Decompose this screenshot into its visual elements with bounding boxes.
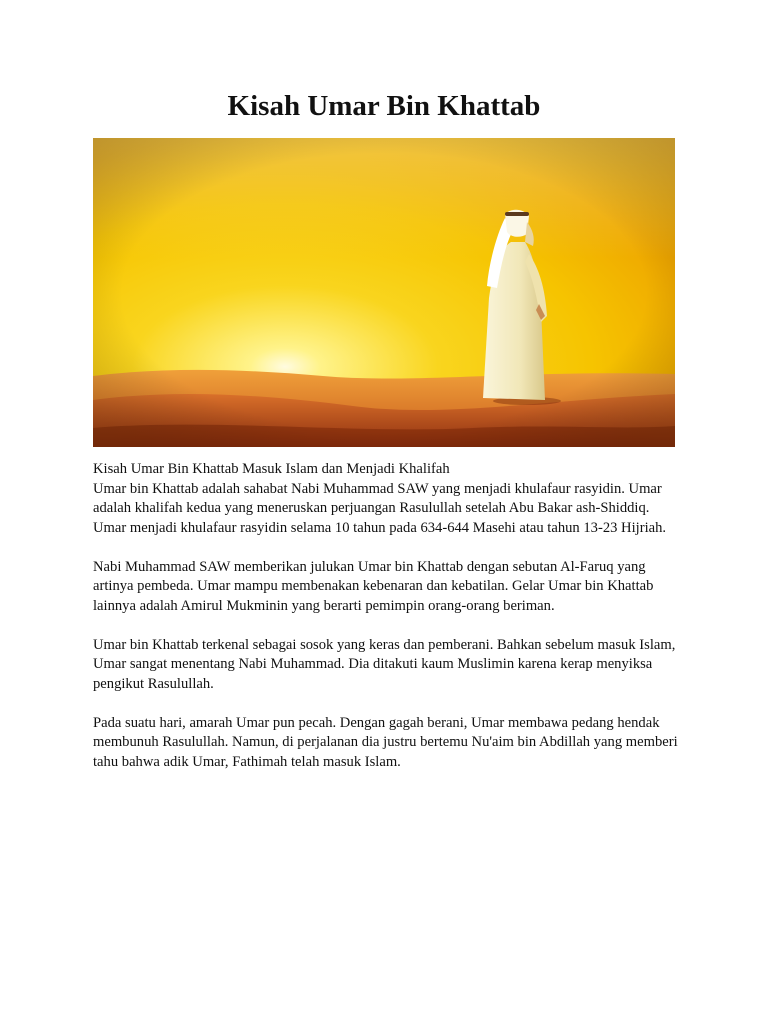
paragraph-3: Umar bin Khattab terkenal sebagai sosok yang keras dan pemberani. Bahkan sebelum masuk Islam, Umar sangat menentang Nabi Muhammad. Dia ditakuti kaum Muslimin karena kerap menyiksa pengikut Rasulullah. bbox=[93, 636, 676, 692]
article-subheading: Kisah Umar Bin Khattab Masuk Islam dan Menjadi Khalifah bbox=[93, 461, 450, 477]
paragraph-1: Umar bin Khattab adalah sahabat Nabi Muhammad SAW yang menjadi khulafaur rasyidin. Umar adalah khalifah kedua yang meneruskan perjuangan Rasulullah setelah Abu Bakar ash-Shiddiq. Umar menjadi khulafaur rasyidin selama 10 tahun pada 634-644 Masehi atau tahun 13-23 Hijriah. bbox=[93, 480, 667, 536]
article-body bbox=[93, 460, 683, 792]
document-title: Kisah Umar Bin Khattab bbox=[227, 90, 541, 122]
paragraph-2: Nabi Muhammad SAW memberikan julukan Umar bin Khattab dengan sebutan Al-Faruq yang artinya pembeda. Umar mampu membenakan kebenaran dan kebatilan. Gelar Umar bin Khattab lainnya adalah Amirul Mukminin yang berarti pemimpin orang-orang beriman. bbox=[93, 558, 654, 614]
desert-sunset-illustration bbox=[93, 138, 675, 447]
hero-image bbox=[93, 138, 675, 447]
paragraph-4: Pada suatu hari, amarah Umar pun pecah. Dengan gagah berani, Umar membawa pedang hendak membunuh Rasulullah. Namun, di perjalanan dia justru bertemu Nu'aim bin Abdillah yang memberi tahu bahwa adik Umar, Fathimah telah masuk Islam. bbox=[93, 714, 678, 770]
